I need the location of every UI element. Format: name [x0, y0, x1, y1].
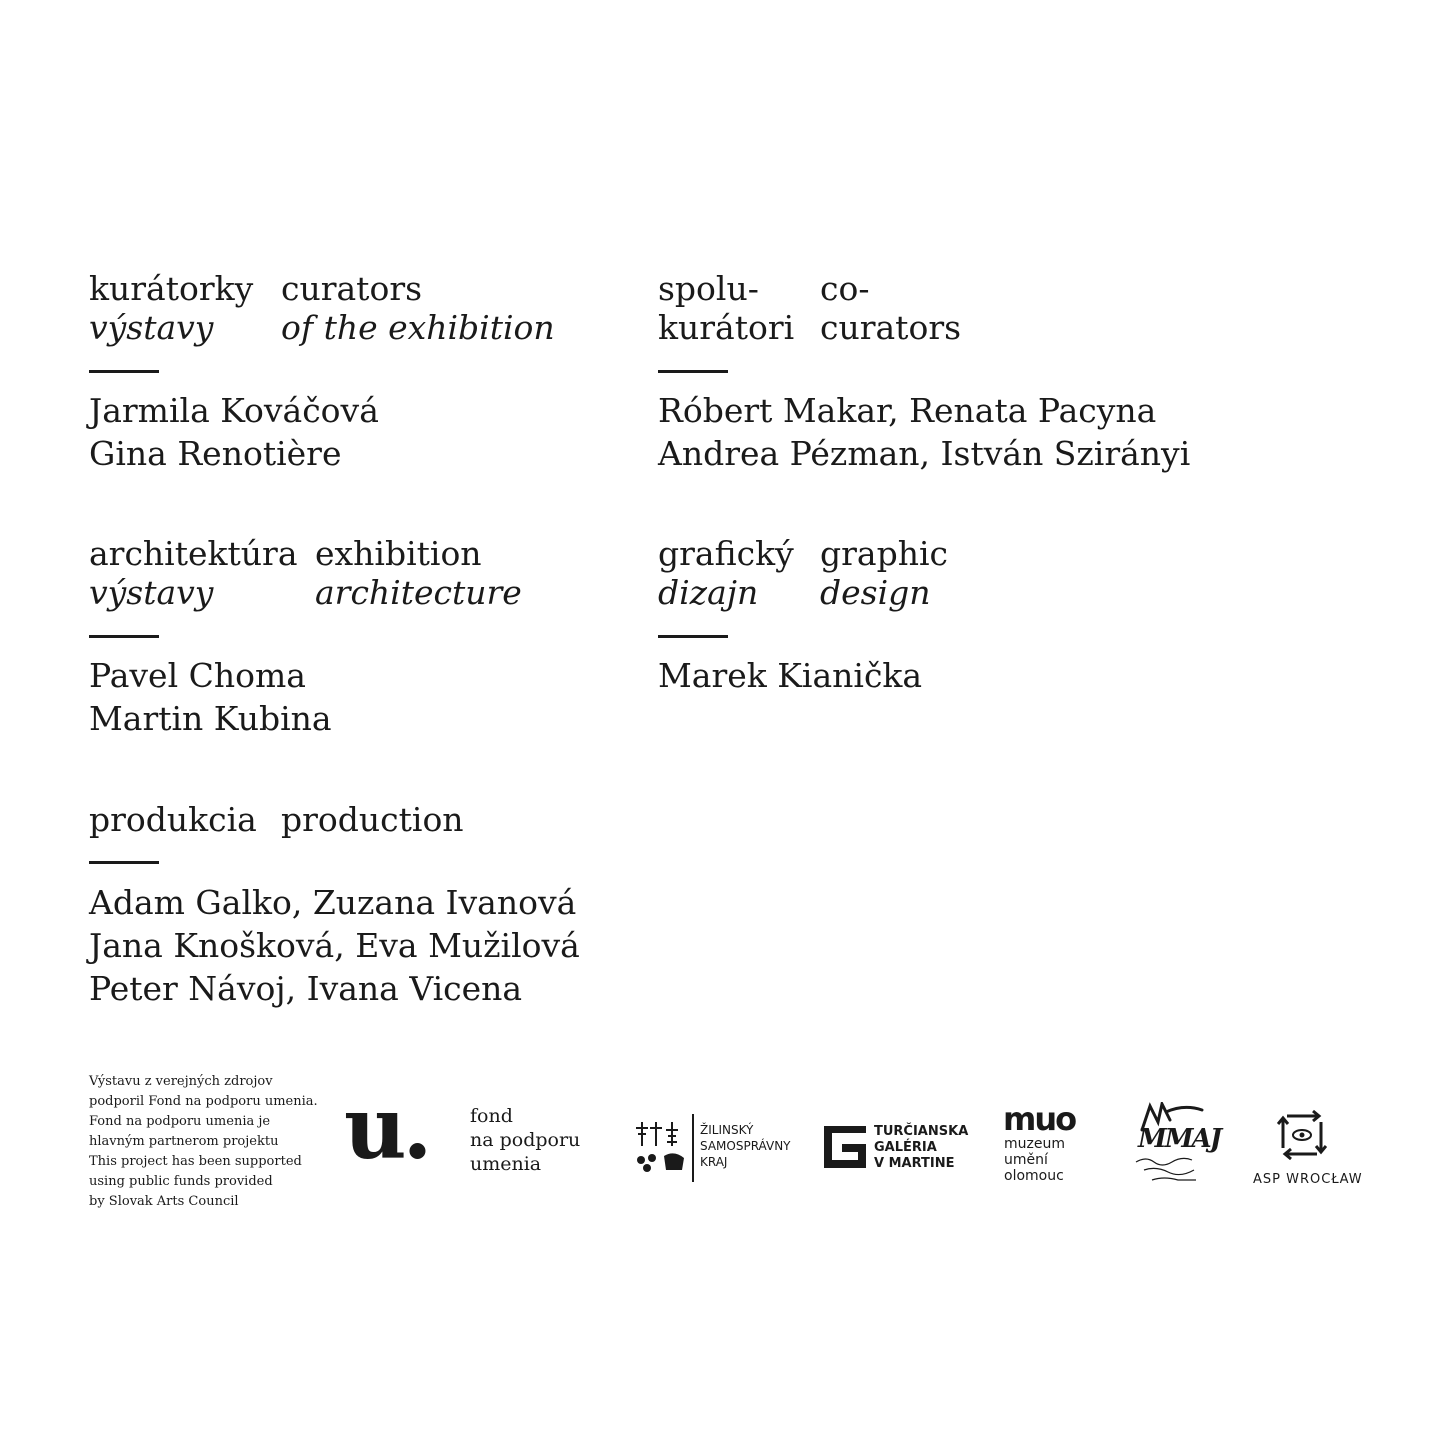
asp-logo — [1250, 1108, 1363, 1188]
asp-wordmark: ASP WROCŁAW — [1253, 1172, 1363, 1187]
muo-mark: muo — [1003, 1100, 1076, 1138]
cocurators-heading-sk: spolu- kurátori — [658, 269, 795, 347]
curators-names: Jarmila Kováčová Gina Renotière — [89, 391, 379, 473]
asp-arrows-icon — [1277, 1108, 1327, 1160]
muo-wordmark: muzeum umění olomouc — [1004, 1136, 1065, 1184]
graphic-heading-en: graphic design — [820, 534, 948, 612]
zsk-separator — [692, 1114, 694, 1182]
tgm-logo — [824, 1124, 974, 1174]
tgm-mark-icon — [824, 1126, 866, 1168]
zsk-wordmark: ŽILINSKÝ SAMOSPRÁVNY KRAJ — [700, 1123, 791, 1169]
curators-heading-en: curators of the exhibition — [281, 269, 555, 347]
mmaj-logo — [1134, 1102, 1221, 1188]
mmaj-mark: MMAJ — [1138, 1124, 1221, 1154]
zsk-coat-of-arms-icon — [634, 1120, 690, 1180]
architecture-heading-sk: architektúra výstavy — [89, 534, 298, 612]
curators-heading-sk: kurátorky výstavy — [89, 269, 254, 347]
tgm-wordmark: TURČIANSKA GALÉRIA V MARTINE — [874, 1124, 969, 1171]
production-heading-sk: produkcia — [89, 800, 257, 839]
cocurators-heading-en: co- curators — [820, 269, 962, 347]
architecture-heading-en: exhibition architecture — [315, 534, 522, 612]
fpu-logo — [344, 1078, 604, 1188]
muo-logo — [1003, 1102, 1093, 1192]
graphic-heading-sk: grafický dizajn — [658, 534, 794, 612]
fpu-wordmark: fond na podporu umenia — [470, 1105, 581, 1175]
zsk-logo — [634, 1114, 794, 1184]
graphic-divider — [658, 635, 728, 638]
mmaj-signature-icon — [1134, 1156, 1204, 1186]
architecture-divider — [89, 635, 159, 638]
curators-divider — [89, 370, 159, 373]
production-heading-en: production — [281, 800, 464, 839]
graphic-names: Marek Kianička — [658, 656, 923, 695]
production-divider — [89, 861, 159, 864]
fpu-mark: u. — [344, 1078, 429, 1179]
production-names: Adam Galko, Zuzana Ivanová Jana Knošková, Eva Mužilová Peter Návoj, Ivana Vicena — [89, 883, 580, 1008]
architecture-names: Pavel Choma Martin Kubina — [89, 656, 332, 738]
cocurators-names: Róbert Makar, Renata Pacyna Andrea Pézman, István Szirányi — [658, 391, 1191, 473]
funding-note: Výstavu z verejných zdrojov podporil Fond na podporu umenia. Fond na podporu umenia je hlavným partnerom projektu This project has been supported using public funds provided by Slovak Arts Council — [89, 1074, 318, 1209]
cocurators-divider — [658, 370, 728, 373]
